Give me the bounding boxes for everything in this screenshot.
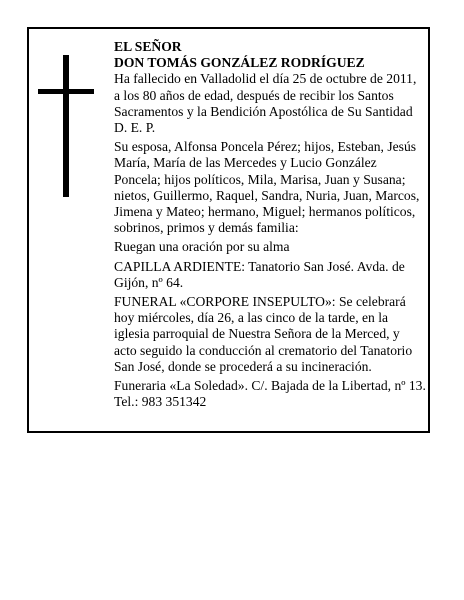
text-line: María, María de las Mercedes y Lucio González: [114, 155, 377, 171]
obituary-text: [114, 39, 430, 410]
text-line: acto seguido la conducción al crematorio del Tanatorio: [114, 342, 413, 358]
text-line: Funeraria «La Soledad». C/. Bajada de la Libertad, nº 13.: [114, 378, 426, 394]
paragraph-death-announcement: [114, 71, 430, 136]
text-line: Ha fallecido en Valladolid el día 25 de octubre de 2011,: [114, 71, 417, 87]
text-line: Su esposa, Alfonsa Poncela Pérez; hijos, Esteban, Jesús: [114, 139, 417, 155]
text-line: D. E. P.: [114, 120, 156, 136]
text-line: sobrinos, primos y demás familia:: [114, 220, 299, 236]
paragraph-funeral-home: [114, 378, 430, 410]
paragraph-funeral: [114, 294, 430, 375]
text-line: hoy miércoles, día 26, a las cinco de la tarde, en la: [114, 310, 389, 326]
text-line: Sacramentos y la Bendición Apostólica de Su Santidad: [114, 103, 413, 119]
notice-title-line-2: DON TOMÁS GONZÁLEZ RODRÍGUEZ: [114, 55, 365, 71]
text-line: Jimena y Mateo; hermano, Miguel; hermanos políticos,: [114, 204, 416, 220]
text-line: Gijón, nº 64.: [114, 274, 184, 290]
text-line: a los 80 años de edad, después de recibir los Santos: [114, 87, 394, 103]
paragraph-family: [114, 139, 430, 236]
text-line: Tel.: 983 351342: [114, 394, 207, 410]
cross-horizontal-bar: [38, 89, 94, 94]
text-line: FUNERAL «CORPORE INSEPULTO»: Se celebrará: [114, 294, 406, 310]
text-line: iglesia parroquial de Nuestra Señora de la Merced, y: [114, 326, 400, 342]
cross-vertical-bar: [63, 55, 69, 197]
text-line: nietos, Guillermo, Raquel, Sandra, Nuria, Juan, Marcos,: [114, 187, 420, 203]
paragraph-prayer: [114, 239, 430, 255]
text-line: Ruegan una oración por su alma: [114, 239, 290, 255]
latin-cross-icon: [38, 55, 94, 197]
text-line: San José, donde se procederá a su incineración.: [114, 358, 372, 374]
paragraph-chapel: [114, 259, 430, 291]
notice-title-line-1: EL SEÑOR: [114, 39, 182, 54]
text-line: Poncela; hijos políticos, Mila, Marisa, Juan y Susana;: [114, 171, 406, 187]
text-line: CAPILLA ARDIENTE: Tanatorio San José. Avda. de: [114, 258, 405, 274]
